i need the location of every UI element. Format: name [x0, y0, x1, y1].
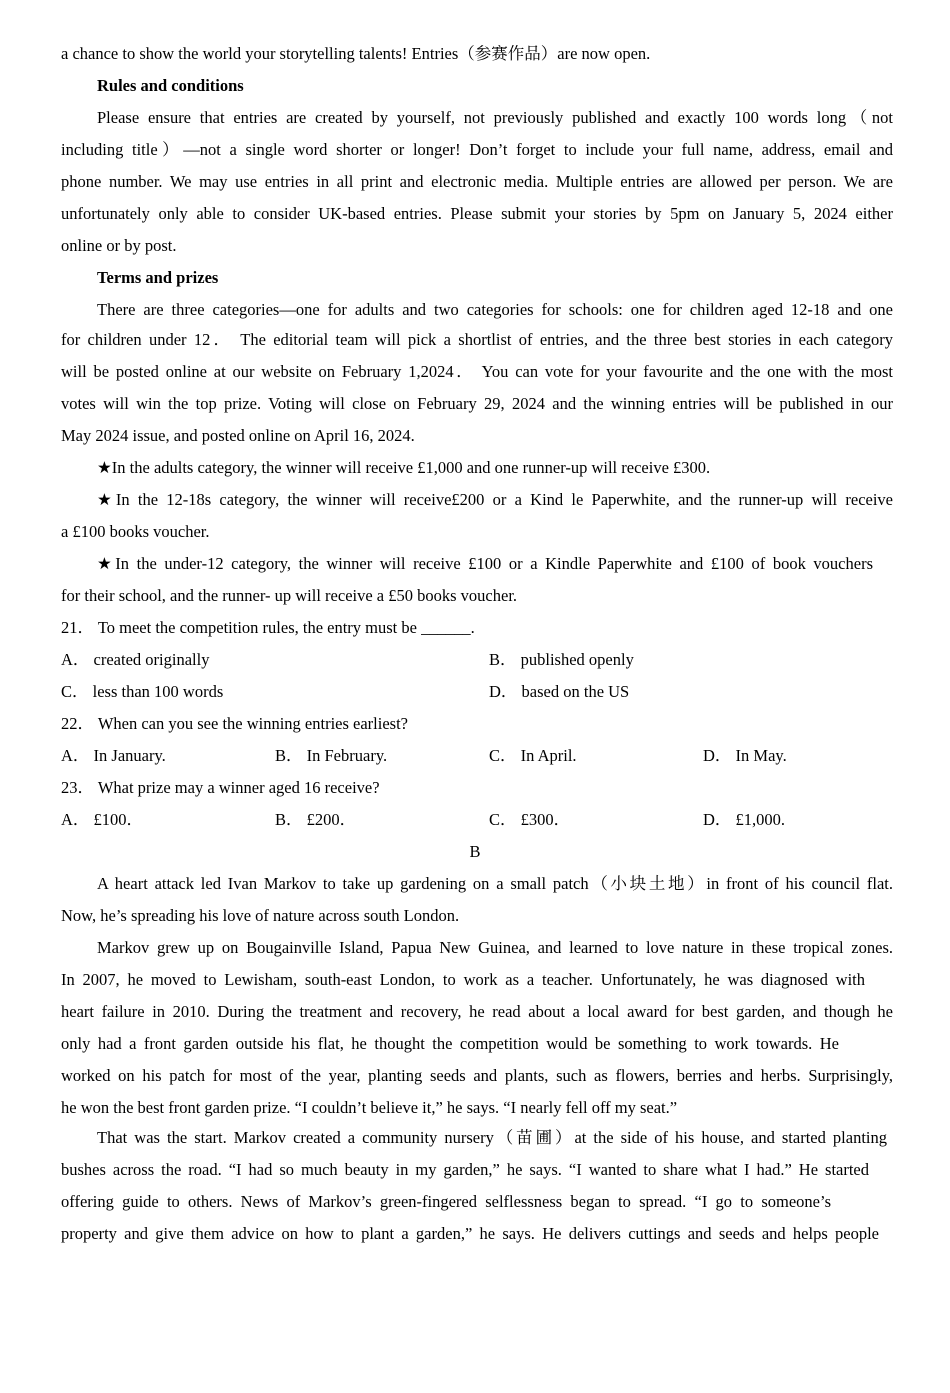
- question-23-option-a[interactable]: A． £100．: [61, 810, 144, 829]
- rules-line: including title）—not a single word shorter or longer! Don’t forget to include your full name, address, email and: [61, 140, 893, 159]
- prize-12-18: ★In the 12-18s category, the winner will receive£200 or a Kind le Paperwhite, and the runner-up will receive: [97, 490, 893, 509]
- question-22-stem: 22． When can you see the winning entries earliest?: [61, 714, 408, 733]
- question-21-stem: 21． To meet the competition rules, the entry must be ______.: [61, 618, 475, 637]
- terms-line: May 2024 issue, and posted online on April 16, 2024.: [61, 426, 415, 445]
- question-22-option-c[interactable]: C． In April.: [489, 746, 577, 765]
- question-22-option-b[interactable]: B． In February.: [275, 746, 388, 765]
- prize-under-12-cont: for their school, and the runner- up will receive a £50 books voucher.: [61, 586, 518, 605]
- passage-b-line: worked on his patch for most of the year, planting seeds and plants, such as flowers, berries and herbs. Surprisingly,: [61, 1066, 893, 1085]
- question-23-stem: 23． What prize may a winner aged 16 receive?: [61, 778, 380, 797]
- passage-b-line: bushes across the road. “I had so much beauty in my garden,” he says. “I wanted to share what I had.” He started: [61, 1160, 869, 1179]
- question-23-option-d[interactable]: D． £1,000.: [703, 810, 786, 829]
- rules-line: phone number. We may use entries in all print and electronic media. Multiple entries are allowed per person. We are: [61, 172, 893, 191]
- question-21-option-b[interactable]: B． published openly: [489, 650, 634, 669]
- passage-b-line: heart failure in 2010. During the treatment and recovery, he read about a local award for best garden, and though he: [61, 1002, 893, 1021]
- question-22-option-d[interactable]: D． In May.: [703, 746, 787, 765]
- prize-12-18-cont: a £100 books voucher.: [61, 522, 210, 541]
- terms-heading: Terms and prizes: [97, 268, 219, 287]
- passage-b-line: property and give them advice on how to plant a garden,” he says. He delivers cuttings and seeds and helps people: [61, 1224, 879, 1243]
- passage-b-line: That was the start. Markov created a community nursery（苗圃）at the side of his house, and started planting: [97, 1128, 887, 1147]
- question-21-option-d[interactable]: D． based on the US: [489, 682, 630, 701]
- passage-b-line: In 2007, he moved to Lewisham, south-east London, to work as a teacher. Unfortunately, he was diagnosed with: [61, 970, 865, 989]
- terms-line: There are three categories—one for adults and two categories for schools: one for children aged 12-18 and one: [97, 300, 893, 319]
- passage-b-line: offering guide to others. News of Markov’s green-fingered selflessness began to spread. “I go to someone’s: [61, 1192, 831, 1211]
- rules-line: unfortunately only able to consider UK-based entries. Please submit your stories by 5pm on January 5, 2024 either: [61, 204, 893, 223]
- passage-b-line: A heart attack led Ivan Markov to take up gardening on a small patch（小块土地）in front of his council flat.: [97, 874, 893, 893]
- rules-line: online or by post.: [61, 236, 177, 255]
- intro-line: a chance to show the world your storytelling talents! Entries（参赛作品）are now open.: [61, 44, 651, 63]
- rules-line: Please ensure that entries are created by yourself, not previously published and exactly 100 words long（not: [97, 108, 893, 127]
- question-21-option-a[interactable]: A． created originally: [61, 650, 210, 669]
- terms-line: votes will win the top prize. Voting will close on February 29, 2024 and the winning entries will be published in our: [61, 394, 893, 413]
- question-23-option-b[interactable]: B． £200．: [275, 810, 357, 829]
- question-21-option-c[interactable]: C． less than 100 words: [61, 682, 224, 701]
- passage-b-line: Now, he’s spreading his love of nature across south London.: [61, 906, 460, 925]
- passage-b-line: only had a front garden outside his flat, he thought the competition would be something to work towards. He: [61, 1034, 839, 1053]
- section-b-label: B: [469, 842, 481, 861]
- rules-heading: Rules and conditions: [97, 76, 244, 95]
- terms-line: for children under 12． The editorial team will pick a shortlist of entries, and the three best stories in each category: [61, 330, 893, 349]
- question-23-option-c[interactable]: C． £300．: [489, 810, 571, 829]
- prize-under-12: ★In the under-12 category, the winner will receive £100 or a Kindle Paperwhite and £100 of book vouchers: [97, 554, 873, 573]
- passage-b-line: Markov grew up on Bougainville Island, Papua New Guinea, and learned to love nature in these tropical zones.: [97, 938, 893, 957]
- prize-adults: ★In the adults category, the winner will receive £1,000 and one runner-up will receive £300.: [97, 458, 711, 477]
- passage-b-line: he won the best front garden prize. “I couldn’t believe it,” he says. “I nearly fell off my seat.”: [61, 1098, 678, 1117]
- question-22-option-a[interactable]: A． In January.: [61, 746, 166, 765]
- terms-line: will be posted online at our website on February 1,2024． You can vote for your favourite and the one with the most: [61, 362, 893, 381]
